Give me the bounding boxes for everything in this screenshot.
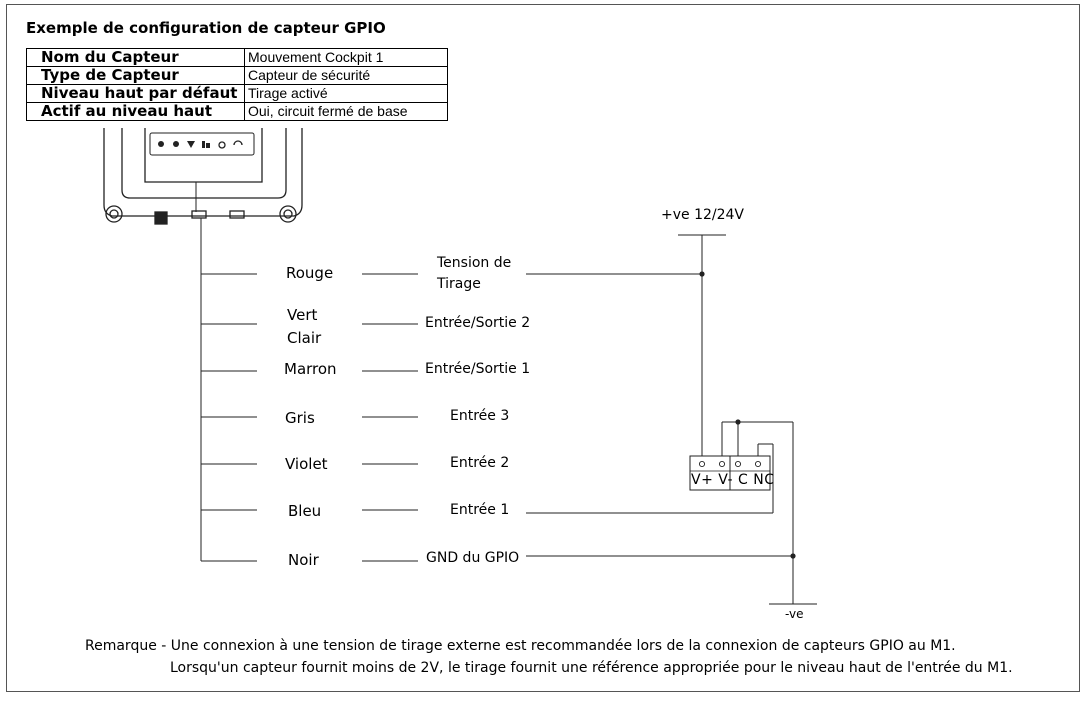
config-value: Mouvement Cockpit 1 bbox=[245, 49, 448, 67]
signal-pullup-line2: Tirage bbox=[437, 276, 481, 292]
sensor-terminal-labels: V+ V- C NC bbox=[691, 472, 775, 488]
signal-input2: Entrée 2 bbox=[450, 455, 510, 471]
config-key: Nom du Capteur bbox=[27, 49, 245, 67]
signal-input3: Entrée 3 bbox=[450, 408, 510, 424]
config-value: Oui, circuit fermé de base bbox=[245, 103, 448, 121]
supply-positive-label: +ve 12/24V bbox=[661, 207, 745, 223]
wire-color-bleu: Bleu bbox=[288, 502, 322, 520]
wire-color-violet: Violet bbox=[285, 455, 328, 473]
signal-gnd: GND du GPIO bbox=[426, 550, 520, 566]
wire-color-gris: Gris bbox=[285, 409, 315, 427]
note-line-1: Remarque - Une connexion à une tension de tirage externe est recommandée lors de la connexion de capteurs GPIO au M1. bbox=[85, 638, 956, 654]
external-wiring bbox=[526, 235, 817, 604]
diagram-title: Exemple de configuration de capteur GPIO bbox=[26, 19, 386, 37]
config-key: Type de Capteur bbox=[27, 67, 245, 85]
wire-color-rouge: Rouge bbox=[286, 264, 334, 282]
config-key: Actif au niveau haut bbox=[27, 103, 245, 121]
signal-io2: Entrée/Sortie 2 bbox=[425, 315, 531, 331]
status-icons bbox=[158, 141, 242, 148]
config-value: Tirage activé bbox=[245, 85, 448, 103]
config-key: Niveau haut par défaut bbox=[27, 85, 245, 103]
junction-dots bbox=[699, 271, 795, 558]
config-value: Capteur de sécurité bbox=[245, 67, 448, 85]
supply-negative-label: -ve bbox=[785, 607, 804, 621]
signal-input1: Entrée 1 bbox=[450, 502, 510, 518]
signal-io1: Entrée/Sortie 1 bbox=[425, 361, 531, 377]
wire-color-vert-line2: Clair bbox=[287, 329, 322, 347]
wire-color-vert-line1: Vert bbox=[287, 306, 318, 324]
wire-harness bbox=[201, 218, 257, 561]
signal-pullup-line1: Tension de bbox=[437, 255, 512, 271]
note-line-2: Lorsqu'un capteur fournit moins de 2V, le tirage fournit une référence appropriée pour le niveau haut de l'entrée du M1. bbox=[170, 660, 1013, 676]
signal-leads bbox=[362, 274, 418, 561]
wire-color-noir: Noir bbox=[288, 551, 319, 569]
wire-color-marron: Marron bbox=[284, 360, 337, 378]
